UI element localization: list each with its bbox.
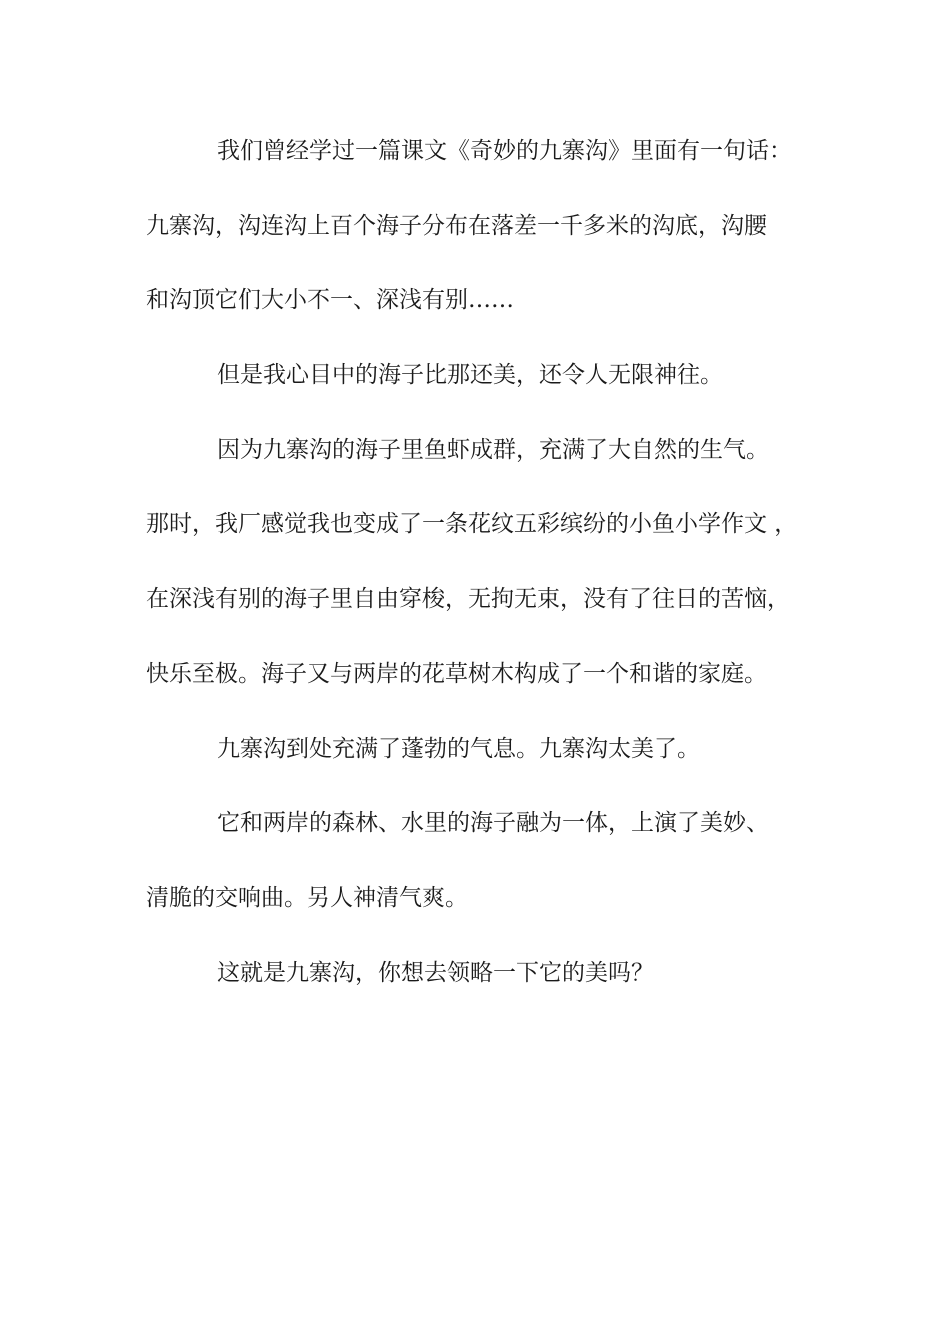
text-line: 但是我心目中的海子比那还美，还令人无限神往。: [217, 362, 723, 389]
text-line: 因为九寨沟的海子里鱼虾成群，充满了大自然的生气。: [217, 436, 769, 463]
text-line: 快乐至极。海子又与两岸的花草树木构成了一个和谐的家庭。: [146, 660, 767, 687]
text-line: 我们曾经学过一篇课文《奇妙的九寨沟》里面有一句话：: [217, 138, 792, 164]
text-line: 九寨沟到处充满了蓬勃的气息。九寨沟太美了。: [217, 735, 700, 762]
text-line: 清脆的交响曲。另人神清气爽。: [146, 884, 468, 911]
text-line: 九寨沟，沟连沟上百个海子分布在落差一千多米的沟底，沟腰: [146, 212, 767, 239]
document-body: [146, 128, 836, 1024]
text-line: 它和两岸的森林、水里的海子融为一体，上演了美妙、: [217, 810, 769, 837]
text-line: 和沟顶它们大小不一、深浅有别……: [146, 287, 514, 314]
text-line: 这就是九寨沟，你想去领略一下它的美吗？: [217, 959, 654, 986]
text-line: 那时，我厂感觉我也变成了一条花纹五彩缤纷的小鱼小学作文 ，: [146, 511, 798, 538]
text-line: 在深浅有别的海子里自由穿梭，无拘无束，没有了往日的苦恼，: [146, 586, 790, 613]
